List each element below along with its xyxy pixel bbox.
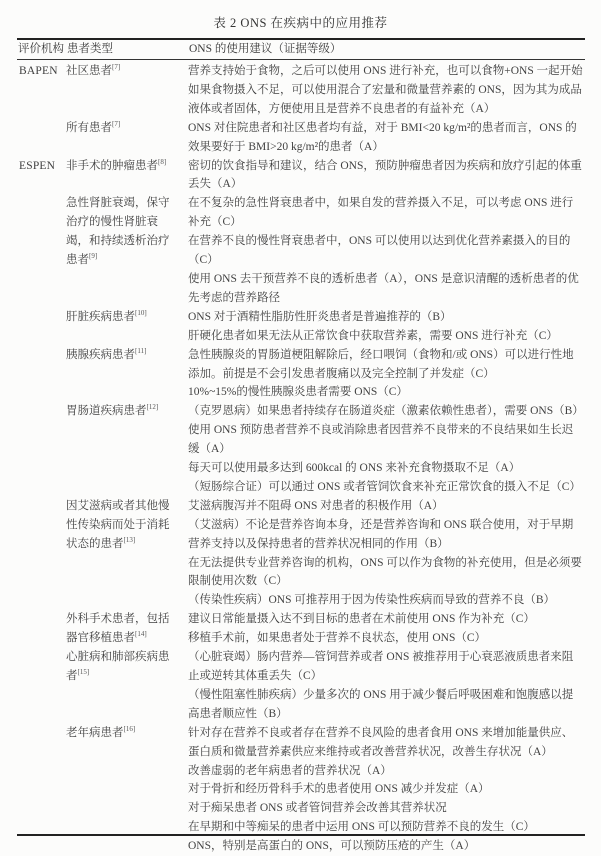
- patient-type-cell: [66, 610, 188, 648]
- recommendation-text: 每天可以使用最多达到 600kcal 的 ONS 来补充食物摄取不足（A）: [188, 462, 521, 475]
- table-row: [17, 119, 585, 157]
- recommendation-text: 肝硬化患者如果无法从正常饮食中获取营养素，需要 ONS 进行补充（C）: [188, 329, 558, 342]
- recommendations-cell: [188, 724, 585, 856]
- evaluation-organization-cell: [17, 610, 66, 648]
- evaluation-organization-cell: BAPEN: [19, 65, 58, 77]
- recommendation-text: （艾滋病）不论是营养咨询本身，还是营养咨询和 ONS 联合使用，对于早期营养支持以及保持患者的营养状况相同的作用（B）: [188, 518, 574, 550]
- table-row: [17, 308, 585, 346]
- recommendation-text: ONS，特别是高蛋白的 ONS，可以预防压疮的产生（A）: [188, 840, 476, 853]
- citation-reference: [13]: [123, 535, 136, 544]
- table-row: [17, 62, 585, 119]
- patient-type-label: 心脏病和肺部疾病患者: [66, 651, 170, 682]
- recommendation-text: 针对存在营养不良或者存在营养不良风险的患者食用 ONS 来增加能量供应、蛋白质和微量营养素供应来维持或者改善营养状况，改善生存状况（A）: [188, 726, 574, 758]
- patient-type-cell: [66, 724, 188, 856]
- patient-type-cell: [66, 497, 188, 610]
- citation-reference: [14]: [135, 630, 147, 639]
- recommendation-text: 在早期和中等痴呆的患者中运用 ONS 可以预防营养不良的发生（C）: [188, 821, 535, 834]
- patient-type-label: 老年病患者: [66, 726, 124, 739]
- evaluation-organization-cell: [17, 346, 66, 403]
- column-header-patient-type: 患者类型: [67, 43, 113, 55]
- recommendation-text: （短肠综合证）可以通过 ONS 或者管饲饮食来补充正常饮食的摄入不足（C）: [188, 480, 581, 493]
- recommendation-text: 使用 ONS 预防患者营养不良或消除患者因营养不良带来的不良结果如生长迟缓（A）: [188, 424, 574, 456]
- recommendations-cell: [188, 497, 585, 610]
- patient-type-label: 社区患者: [66, 65, 112, 77]
- recommendation-text: 在无法提供专业营养咨询的机构，ONS 可以作为食物的补充使用，但是必须要限制使用次数（C）: [188, 556, 582, 588]
- table-body: [17, 60, 585, 856]
- evaluation-organization-cell: [17, 402, 66, 497]
- citation-reference: [16]: [123, 724, 136, 733]
- patient-type-label: 急性肾脏衰竭，保守治疗的慢性肾脏衰竭，和持续透析治疗患者: [66, 197, 170, 267]
- table-row: [17, 194, 585, 307]
- recommendation-text: 使用 ONS 去干预营养不良的透析患者（A），ONS 是意识清醒的透析患者的优先考虑的营养路径: [188, 272, 579, 304]
- table-title: 表 2 ONS 在疾病中的应用推荐: [213, 16, 388, 30]
- patient-type-cell: [66, 119, 188, 157]
- recommendation-text: 对于骨折和经历骨科手术的患者使用 ONS 减少并发症（A）: [188, 783, 490, 796]
- table-row: [17, 648, 585, 724]
- recommendation-text: 在不复杂的急性肾衰患者中，如果自发的营养摄入不足，可以考虑 ONS 进行补充（C）: [188, 197, 574, 229]
- patient-type-label: 非手术的肿瘤患者: [66, 159, 158, 172]
- recommendation-text: （慢性阻塞性肺疾病）少量多次的 ONS 用于减少餐后呼吸困难和饱腹感以提高患者顺应性（B）: [188, 688, 574, 720]
- evaluation-organization-cell: [17, 724, 66, 856]
- patient-type-label: 因艾滋病或者其他慢性传染病而处于消耗状态的患者: [66, 499, 170, 550]
- patient-type-label: 胃肠道疾病患者: [66, 405, 147, 418]
- evaluation-organization-cell: [17, 194, 66, 307]
- patient-type-cell: [66, 194, 188, 307]
- evaluation-organization-cell: [17, 119, 66, 157]
- recommendations-cell: [188, 648, 585, 724]
- recommendation-text: 密切的饮食指导和建议，结合 ONS，预防肿瘤患者因为疾病和放疗引起的体重丢失（A）: [188, 159, 582, 191]
- recommendation-text: ONS 对住院患者和社区患者均有益，对于 BMI<20 kg/m²的患者而言，ONS 的效果要好于 BMI>20 kg/m²的患者（A）: [188, 121, 577, 153]
- evaluation-organization-cell: [17, 648, 66, 724]
- citation-reference: [11]: [135, 346, 147, 355]
- recommendation-text: 对于痴呆患者 ONS 或者管饲营养会改善其营养状况: [188, 802, 447, 815]
- recommendations-cell: [188, 194, 585, 307]
- citation-reference: [15]: [77, 668, 90, 677]
- table-row: [17, 346, 585, 403]
- patient-type-cell: [66, 346, 188, 403]
- table-row: [17, 157, 585, 195]
- recommendations-cell: [188, 308, 585, 346]
- table-row: [17, 724, 585, 856]
- evaluation-organization-cell: ESPEN: [19, 159, 56, 172]
- recommendation-text: ONS 对于酒精性脂肪性肝炎患者是普遍推荐的（B）: [188, 310, 452, 323]
- recommendations-cell: [188, 610, 585, 648]
- table-header-row: [17, 40, 585, 60]
- patient-type-cell: [66, 402, 188, 497]
- recommendation-text: （克罗恩病）如果患者持续存在肠道炎症（激素依赖性患者），需要 ONS（B）: [188, 405, 584, 418]
- patient-type-label: 所有患者: [66, 121, 112, 134]
- recommendation-text: 改善虚弱的老年病患者的营养状况（A）: [188, 764, 392, 777]
- patient-type-label: 外科手术患者，包括器官移植患者: [66, 613, 170, 645]
- patient-type-label: 肝脏疾病患者: [66, 310, 135, 323]
- recommendation-text: 移植手术前，如果患者处于营养不良状态，使用 ONS（C）: [188, 632, 487, 645]
- citation-reference: [9]: [89, 252, 98, 261]
- evaluation-organization-cell: [17, 308, 66, 346]
- recommendation-text: 10%~15%的慢性胰腺炎患者需要 ONS（C）: [188, 386, 408, 399]
- patient-type-cell: [66, 157, 188, 195]
- patient-type-cell: [66, 62, 188, 119]
- citation-reference: [8]: [158, 157, 167, 166]
- evaluation-organization-cell: [17, 497, 66, 610]
- recommendation-text: 艾滋病腹泻并不阻碍 ONS 对患者的积极作用（A）: [188, 499, 444, 512]
- citation-reference: [12]: [146, 403, 159, 412]
- citation-reference: [10]: [135, 308, 147, 317]
- recommendations-cell: [188, 119, 585, 157]
- column-header-recommendation: ONS 的使用建议（证据等级）: [189, 43, 342, 55]
- recommendations-cell: [188, 157, 585, 195]
- recommendations-cell: [188, 402, 585, 497]
- recommendation-text: （心脏衰竭）肠内营养—管饲营养或者 ONS 被推荐用于心衰恶液质患者来阻止或逆转其体重丢失（C）: [188, 651, 574, 682]
- patient-type-label: 胰腺疾病患者: [66, 348, 135, 361]
- table-row: [17, 402, 585, 497]
- recommendations-cell: [188, 62, 585, 119]
- recommendation-text: 建议日常能量摄入达不到目标的患者在术前使用 ONS 作为补充（C）: [188, 613, 535, 626]
- recommendation-text: 急性胰腺炎的胃肠道梗阻解除后，经口喂饲（食物和/或 ONS）可以进行性地添加。前提是不会引发患者腹痛以及完全控制了并发症（C）: [188, 348, 574, 380]
- patient-type-cell: [66, 308, 188, 346]
- recommendation-text: （传染性疾病）ONS 可推荐用于因为传染性疾病而导致的营养不良（B）: [188, 594, 556, 607]
- table-row: [17, 497, 585, 610]
- recommendation-text: 在营养不良的慢性肾衰患者中，ONS 可以使用以达到优化营养素摄入的目的（C）: [188, 235, 571, 267]
- patient-type-cell: [66, 648, 188, 724]
- column-header-organization: 评价机构: [18, 43, 64, 55]
- table-row: [17, 610, 585, 648]
- recommendation-text: 营养支持始于食物，之后可以使用 ONS 进行补充，也可以食物+ONS 一起开始如果食物摄入不足，可以使用混合了宏量和微量营养素的 ONS，因为其为成品液体或者固体，方便使用且是营养不良患者的有益补充（A）: [188, 65, 583, 115]
- citation-reference: [7]: [112, 63, 121, 72]
- ons-recommendation-table: [17, 38, 585, 853]
- citation-reference: [7]: [112, 119, 121, 128]
- recommendations-cell: [188, 346, 585, 403]
